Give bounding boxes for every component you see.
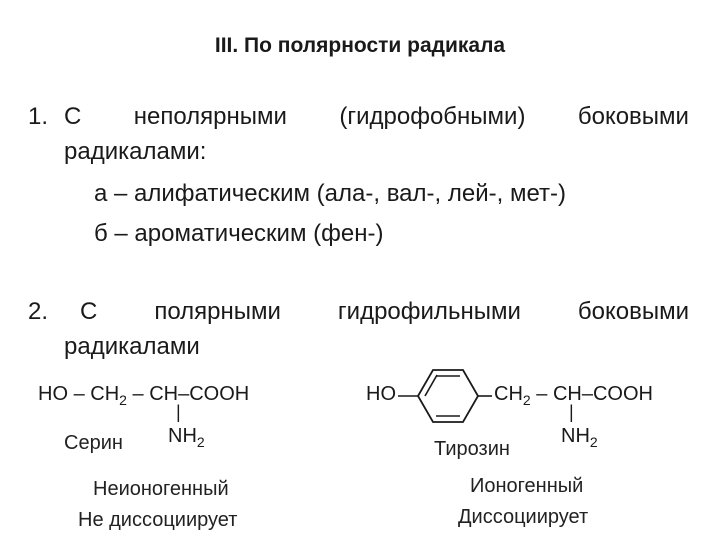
serine-dash: – [73, 383, 85, 405]
item2-number: 2. [28, 298, 49, 325]
tyrosine-cooh: COOH [592, 383, 653, 405]
item2-line2: радикалами [64, 333, 200, 360]
serine-dash: – [132, 383, 144, 405]
subscript: 2 [522, 392, 531, 408]
serine-cooh: COOH [189, 383, 250, 405]
serine-note-2: Не диссоциирует [78, 509, 238, 531]
tyrosine-alpha-ch: CH [552, 383, 582, 405]
slide-title: III. По полярности радикала [214, 34, 506, 57]
item1-sub-a: а – алифатическим (ала-, вал-, лей-, мет-) [94, 180, 566, 207]
item1-line2: радикалами: [64, 138, 207, 165]
item2-line1 [80, 298, 689, 326]
tyrosine-ch2: $CH_2$ [494, 383, 531, 408]
serine-dash: – [178, 383, 190, 405]
item1-word: С [64, 103, 82, 130]
tyrosine-bond-bar: | [569, 402, 574, 422]
serine-ho: HO [38, 383, 68, 405]
tyrosine-ho: HO [366, 383, 396, 405]
subscript: 2 [119, 392, 127, 408]
item1-line1 [64, 103, 689, 131]
serine-formula [38, 383, 249, 406]
serine-name: Серин [64, 432, 123, 454]
tyrosine-note-2: Диссоциирует [458, 506, 589, 528]
tyrosine-note-1: Ионогенный [470, 475, 584, 497]
item2-word: полярными [154, 298, 281, 325]
serine-ch2: $CH_2$ [90, 383, 127, 408]
item1-word: (гидрофобными) [339, 103, 526, 130]
subscript: 2 [196, 434, 205, 450]
item2-word: боковыми [577, 298, 689, 325]
subscript: 2 [589, 434, 598, 450]
tyrosine-name: Тирозин [434, 438, 510, 460]
serine-nh2: $NH_2$ [168, 425, 205, 450]
item1-word: неполярными [133, 103, 287, 130]
item2-word: С [80, 298, 98, 325]
serine-note-1: Неионогенный [93, 478, 229, 500]
tyrosine-nh2: $NH_2$ [561, 425, 598, 450]
tyrosine-dash: – [581, 383, 593, 405]
serine-alpha-ch: CH [149, 383, 179, 405]
serine-bond-bar: | [176, 402, 181, 422]
item1-word: боковыми [577, 103, 689, 130]
item1-number: 1. [28, 103, 49, 130]
item1-sub-b: б – ароматическим (фен-) [94, 220, 384, 247]
item2-word: гидрофильными [337, 298, 521, 325]
tyrosine-dash: – [536, 383, 548, 405]
